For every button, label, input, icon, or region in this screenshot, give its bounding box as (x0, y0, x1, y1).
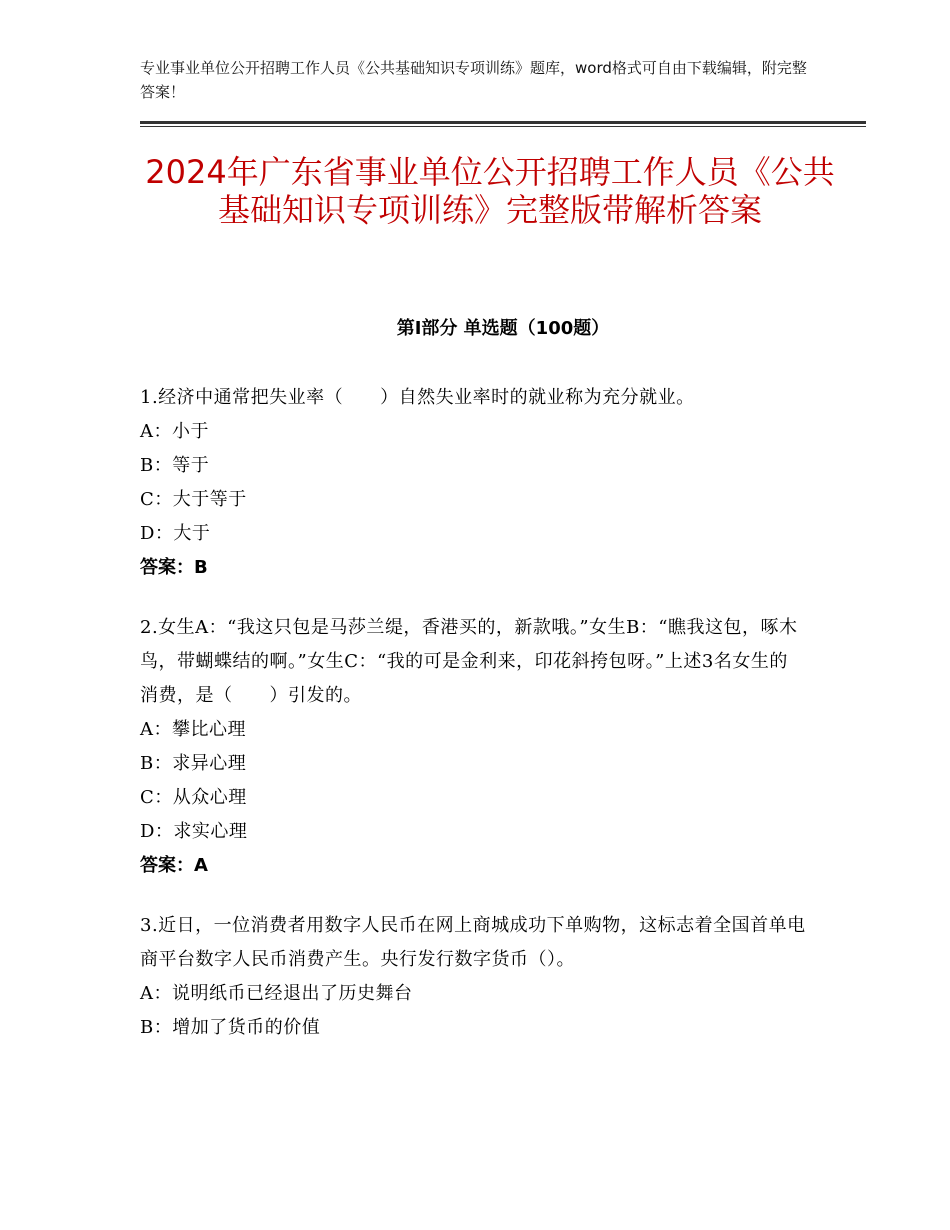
document-title: 2024年广东省事业单位公开招聘工作人员《公共基础知识专项训练》完整版带解析答案 (145, 153, 835, 229)
option-c: C：大于等于 (140, 489, 247, 510)
option-c: C：从众心理 (140, 787, 247, 808)
option-b: B：求异心理 (140, 753, 247, 774)
option-a: A：攀比心理 (140, 719, 246, 740)
header-note: 专业事业单位公开招聘工作人员《公共基础知识专项训练》题库，word格式可自由下载编辑，附完整答案！ (140, 59, 807, 101)
header-divider-thick (140, 121, 866, 124)
option-a: A：小于 (140, 421, 209, 442)
option-d: D：大于 (140, 523, 211, 544)
question-list (140, 381, 806, 1071)
answer-label: 答案：B (140, 557, 208, 578)
option-d: D：求实心理 (140, 821, 248, 842)
section-heading: 第Ⅰ部分 单选题（100题） (396, 318, 610, 339)
option-b: B：增加了货币的价值 (140, 1017, 321, 1038)
question-3 (140, 909, 806, 1045)
option-b: B：等于 (140, 455, 210, 476)
option-a: A：说明纸币已经退出了历史舞台 (140, 983, 413, 1004)
answer-label: 答案：A (140, 855, 208, 876)
question-1 (140, 381, 806, 585)
question-stem: 2.女生A：“我这只包是马莎兰缇，香港买的，新款哦。”女生B：“瞧我这包，啄木鸟，带蝴蝶结的啊。”女生C：“我的可是金利来，印花斜挎包呀。”上述3名女生的消费，是（ ）引发的。 (140, 617, 798, 706)
question-stem: 1.经济中通常把失业率（ ）自然失业率时的就业称为充分就业。 (140, 387, 695, 408)
question-stem: 3.近日，一位消费者用数字人民币在网上商城成功下单购物，这标志着全国首单电商平台数字人民币消费产生。央行发行数字货币（）。 (140, 915, 806, 970)
question-2 (140, 611, 806, 883)
header-divider-thin (140, 126, 866, 127)
